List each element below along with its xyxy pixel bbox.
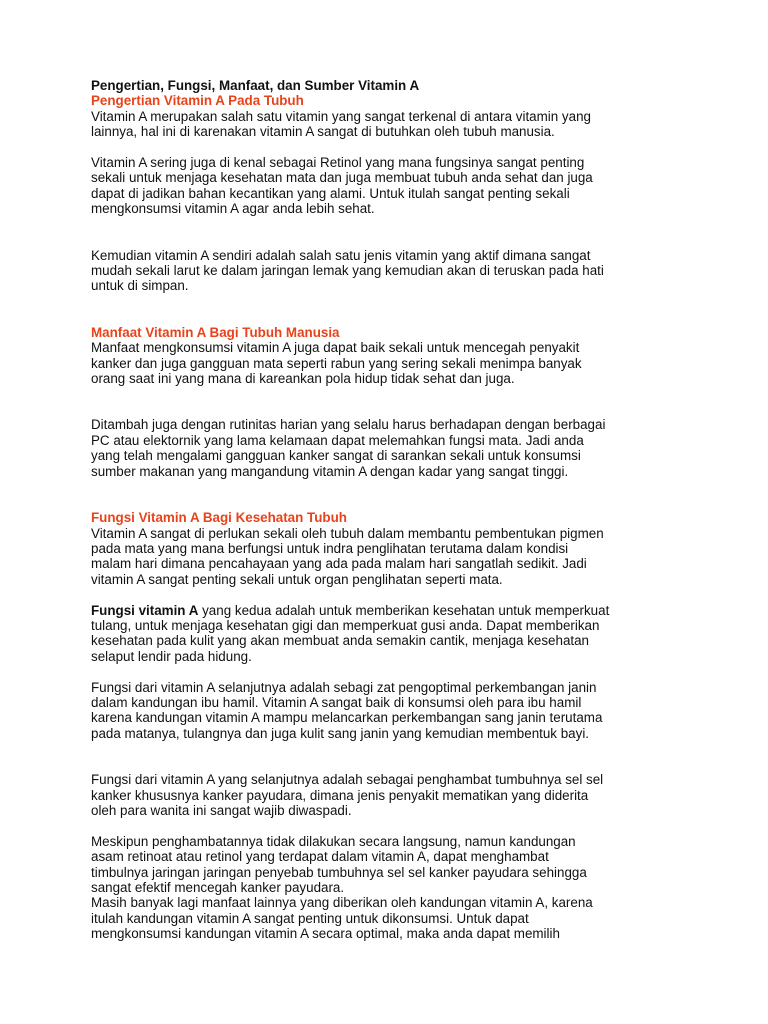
text-line: pada matanya, tulangnya dan juga kulit sang janin yang kemudian membentuk bayi. [91,725,590,741]
paragraph [91,834,691,942]
text-line: timbulnya jaringan jaringan penyebab tumbuhnya sel sel kanker payudara sehingga [91,864,587,880]
paragraph [91,340,691,386]
paragraph [91,603,691,665]
paragraph [91,248,691,294]
text-line: sekali untuk menjaga kesehatan mata dan juga membuat tubuh anda sehat dan juga [91,170,593,186]
text-line [91,603,691,618]
text-line: pada mata yang mana berfungsi untuk indra penglihatan terutama dalam kondisi [91,540,569,556]
text-line: mudah sekali larut ke dalam jaringan lemak yang kemudian akan di teruskan pada hati [91,263,604,279]
text-line: PC atau elektornik yang lama kelamaan dapat melemahkan fungsi mata. Jadi anda [91,432,584,448]
text-line: itulah kandungan vitamin A sangat penting untuk dikonsumsi. Untuk dapat [91,910,529,926]
text-line: asam retinoat atau retinol yang terdapat dalam vitamin A, dapat menghambat [91,849,549,865]
document-title: Pengertian, Fungsi, Manfaat, dan Sumber Vitamin A [91,78,420,93]
paragraph [91,417,691,479]
text-line: Meskipun penghambatannya tidak dilakukan secara langsung, namun kandungan [91,833,576,849]
section-heading-fungsi: Fungsi Vitamin A Bagi Kesehatan Tubuh [91,510,347,526]
paragraph [91,680,691,742]
section-heading-manfaat: Manfaat Vitamin A Bagi Tubuh Manusia [91,324,340,340]
text-line: karena kandungan vitamin A mampu melancarkan perkembangan sang janin terutama [91,710,603,726]
text-line: dapat di jadikan bahan kecantikan yang alami. Untuk itulah sangat penting sekali [91,185,570,201]
text-line: Fungsi dari vitamin A selanjutnya adalah sebagi zat pengoptimal perkembangan janin [91,679,597,695]
paragraph [91,155,691,217]
text-line: Vitamin A sangat di perlukan sekali oleh tubuh dalam membantu pembentukan pigmen [91,525,604,541]
text-line: vitamin A sangat penting sekali untuk organ penglihatan seperti mata. [91,571,503,587]
text-line: lainnya, hal ini di karenakan vitamin A sangat di butuhkan oleh tubuh manusia. [91,124,555,140]
text-line: dalam kandungan ibu hamil. Vitamin A sangat baik di konsumsi oleh para ibu hamil [91,694,582,710]
text-line: kesehatan pada kulit yang akan membuat anda semakin cantik, menjaga kesehatan [91,633,590,649]
text-line: mengkonsumsi vitamin A agar anda lebih sehat. [91,201,375,217]
text-line: malam hari dimana pencahayaan yang ada pada malam hari sangatlah sedikit. Jadi [91,556,587,572]
text-line: orang saat ini yang mana di kareankan pola hidup tidak sehat dan juga. [91,371,515,387]
text-span: yang kedua adalah untuk memberikan kesehatan untuk memperkuat [198,602,610,618]
document-page [91,78,691,942]
text-line: tulang, untuk menjaga kesehatan gigi dan memperkuat gusi anda. Dapat memberikan [91,617,600,633]
text-line: mengkonsumsi kandungan vitamin A secara optimal, maka anda dapat memilih [91,926,560,942]
paragraph [91,772,691,818]
text-line: Ditambah juga dengan rutinitas harian yang selalu harus berhadapan dengan berbagai [91,417,606,433]
text-line: Manfaat mengkonsumsi vitamin A juga dapat baik sekali untuk mencegah penyakit [91,340,580,356]
text-line: selaput lendir pada hidung. [91,648,252,664]
text-line: sumber makanan yang mangandung vitamin A dengan kadar yang sangat tinggi. [91,463,569,479]
text-line: kanker dan juga gangguan mata seperti rabun yang sering sekali menimpa banyak [91,355,582,371]
text-line: oleh para wanita ini sangat wajib diwaspadi. [91,802,352,818]
text-line: kanker khususnya kanker payudara, dimana jenis penyakit mematikan yang diderita [91,787,589,803]
text-line: Vitamin A merupakan salah satu vitamin yang sangat terkenal di antara vitamin yang [91,108,591,124]
text-line: Masih banyak lagi manfaat lainnya yang diberikan oleh kandungan vitamin A, karena [91,895,593,911]
paragraph [91,109,691,140]
bold-phrase: Fungsi vitamin A [91,602,199,618]
text-line: Vitamin A sering juga di kenal sebagai Retinol yang mana fungsinya sangat penting [91,155,585,171]
text-line: yang telah mengalami gangguan kanker sangat di sarankan sekali untuk konsumsi [91,448,581,464]
section-heading-pengertian: Pengertian Vitamin A Pada Tubuh [91,93,304,109]
text-line: Fungsi dari vitamin A yang selanjutnya adalah sebagai penghambat tumbuhnya sel sel [91,772,604,788]
paragraph [91,526,691,588]
text-line: untuk di simpan. [91,278,189,294]
text-line: sangat efektif mencegah kanker payudara. [91,880,345,895]
text-line: Kemudian vitamin A sendiri adalah salah satu jenis vitamin yang aktif dimana sangat [91,247,591,263]
